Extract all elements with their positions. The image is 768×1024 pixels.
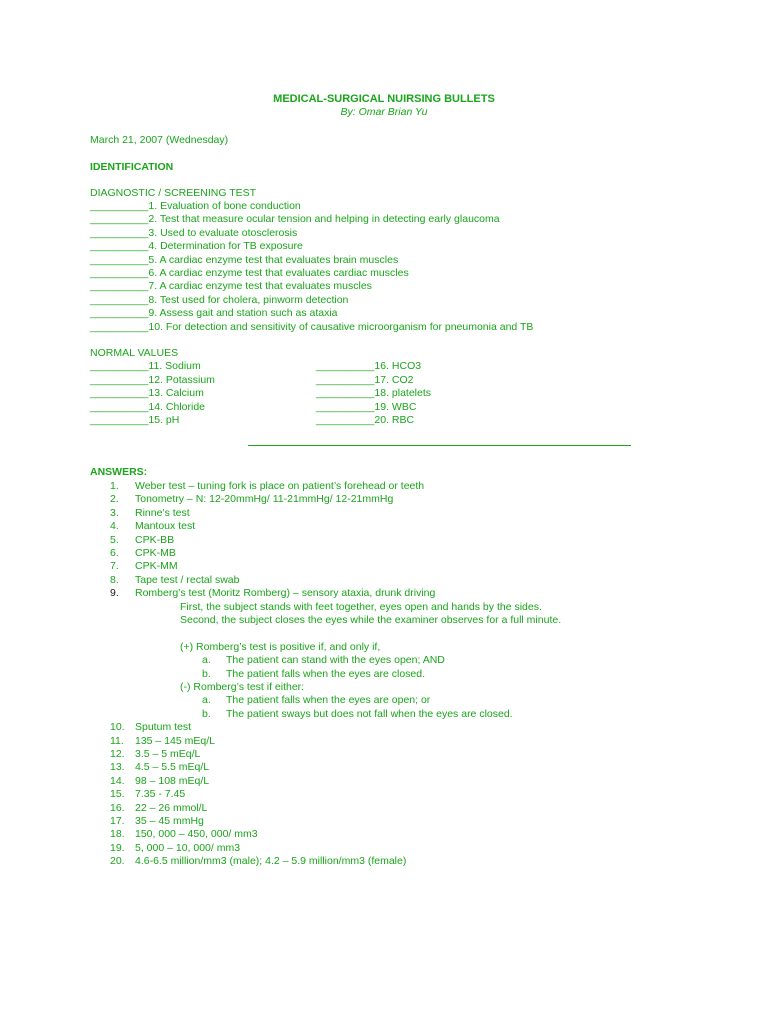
- normal-value-item: __________18. platelets: [316, 387, 432, 400]
- answer-number: 9.: [110, 587, 119, 600]
- answer-number: 1.: [110, 480, 119, 492]
- normal-value-item: __________20. RBC: [316, 414, 415, 426]
- normal-value-item: __________11. Sodium: [90, 360, 201, 373]
- question-item: __________9. Assess gait and station such as ataxia: [90, 307, 338, 320]
- romberg-negative-b: The patient sways but does not fall when the eyes are closed.: [226, 707, 513, 720]
- answer-text: 4.6-6.5 million/mm3 (male); 4.2 – 5.9 million/mm3 (female): [135, 855, 407, 868]
- normal-value-item: __________19. WBC: [316, 400, 417, 413]
- answer-number: 4.: [110, 520, 119, 533]
- romberg-positive-b: The patient falls when the eyes are closed.: [226, 667, 426, 680]
- question-item: __________3. Used to evaluate otosclerosis: [90, 226, 298, 239]
- answer-text: 135 – 145 mEq/L: [135, 734, 215, 747]
- answer-number: 15.: [110, 788, 125, 801]
- answer-number: 13.: [110, 761, 125, 774]
- answer-number: 6.: [110, 547, 119, 559]
- answer-text: CPK-MB: [135, 547, 176, 559]
- section-identification-heading: IDENTIFICATION: [90, 161, 174, 173]
- answer-number: 14.: [110, 774, 125, 787]
- answer-text: Tonometry – N: 12-20mmHg/ 11-21mmHg/ 12-21mmHg: [135, 493, 394, 506]
- document-date: March 21, 2007 (Wednesday): [90, 134, 229, 146]
- normal-value-item: __________16. HCO3: [316, 360, 422, 373]
- romberg-positive-a: The patient can stand with the eyes open; AND: [226, 654, 445, 667]
- romberg-negative-b-letter: b.: [202, 707, 211, 720]
- answer-text: Rinne’s test: [135, 506, 190, 519]
- normal-values-heading: NORMAL VALUES: [90, 347, 179, 359]
- answer-number: 10.: [110, 721, 125, 734]
- answer-number: 8.: [110, 573, 119, 586]
- answer-text: CPK-BB: [135, 533, 175, 546]
- answer-text: 3.5 – 5 mEq/L: [135, 748, 201, 760]
- document-byline: By: Omar Brian Yu: [340, 106, 428, 118]
- answer-number: 11.: [110, 734, 124, 747]
- answer-text: Romberg’s test (Moritz Romberg) – sensory ataxia, drunk driving: [135, 587, 436, 600]
- answer-number: 7.: [110, 560, 119, 573]
- answer-text: 150, 000 – 450, 000/ mm3: [135, 828, 258, 841]
- answers-heading: ANSWERS:: [90, 466, 148, 478]
- romberg-negative-a-letter: a.: [202, 694, 211, 707]
- romberg-step-second: Second, the subject closes the eyes while the examiner observes for a full minute.: [180, 614, 562, 626]
- answer-text: Mantoux test: [135, 520, 196, 533]
- question-item: __________10. For detection and sensitivity of causative microorganism for pneumonia and TB: [90, 320, 534, 333]
- romberg-step-first: First, the subject stands with feet together, eyes open and hands by the sides.: [180, 600, 542, 613]
- question-item: __________1. Evaluation of bone conduction: [90, 200, 301, 212]
- section-divider: [248, 445, 631, 446]
- answer-text: Sputum test: [135, 721, 192, 734]
- question-item: __________7. A cardiac enzyme test that evaluates muscles: [90, 280, 372, 293]
- question-item: __________2. Test that measure ocular tension and helping in detecting early glaucoma: [90, 213, 500, 226]
- answer-number: 18.: [110, 828, 125, 841]
- romberg-positive-a-letter: a.: [202, 654, 211, 667]
- answer-number: 3.: [110, 506, 119, 519]
- document-title: MEDICAL-SURGICAL NUIRSING BULLETS: [273, 93, 495, 105]
- answer-number: 16.: [110, 801, 125, 814]
- answer-number: 2.: [110, 493, 119, 506]
- answer-number: 5.: [110, 533, 119, 546]
- diagnostic-heading: DIAGNOSTIC / SCREENING TEST: [90, 187, 257, 199]
- answer-number: 12.: [110, 748, 125, 760]
- answer-text: CPK-MM: [135, 560, 178, 573]
- answer-text: 5, 000 – 10, 000/ mm3: [135, 841, 241, 854]
- normal-value-item: __________17. CO2: [316, 373, 414, 386]
- answer-text: 98 – 108 mEq/L: [135, 774, 210, 787]
- question-item: __________8. Test used for cholera, pinworm detection: [90, 293, 349, 306]
- answer-number: 17.: [110, 815, 125, 827]
- answer-text: Weber test – tuning fork is place on patient’s forehead or teeth: [135, 480, 425, 492]
- question-item: __________5. A cardiac enzyme test that evaluates brain muscles: [90, 253, 399, 266]
- answer-number: 19.: [110, 841, 125, 854]
- normal-value-item: __________13. Calcium: [90, 387, 204, 400]
- normal-value-item: __________12. Potassium: [90, 373, 215, 386]
- normal-value-item: __________14. Chloride: [90, 400, 206, 413]
- normal-value-item: __________15. pH: [90, 414, 180, 426]
- question-item: __________4. Determination for TB exposure: [90, 240, 303, 253]
- answer-text: 35 – 45 mmHg: [135, 815, 204, 827]
- romberg-negative-heading: (-) Romberg’s test if either:: [180, 681, 305, 693]
- answer-text: 7.35 - 7.45: [135, 788, 186, 801]
- answer-text: Tape test / rectal swab: [135, 573, 240, 586]
- answer-text: 4.5 – 5.5 mEq/L: [135, 761, 210, 774]
- answer-number: 20.: [110, 855, 125, 868]
- romberg-positive-b-letter: b.: [202, 667, 211, 680]
- question-item: __________6. A cardiac enzyme test that evaluates cardiac muscles: [90, 267, 409, 279]
- answer-text: 22 – 26 mmol/L: [135, 801, 208, 814]
- romberg-positive-heading: (+) Romberg’s test is positive if, and only if,: [180, 640, 381, 653]
- romberg-negative-a: The patient falls when the eyes are open; or: [226, 694, 431, 707]
